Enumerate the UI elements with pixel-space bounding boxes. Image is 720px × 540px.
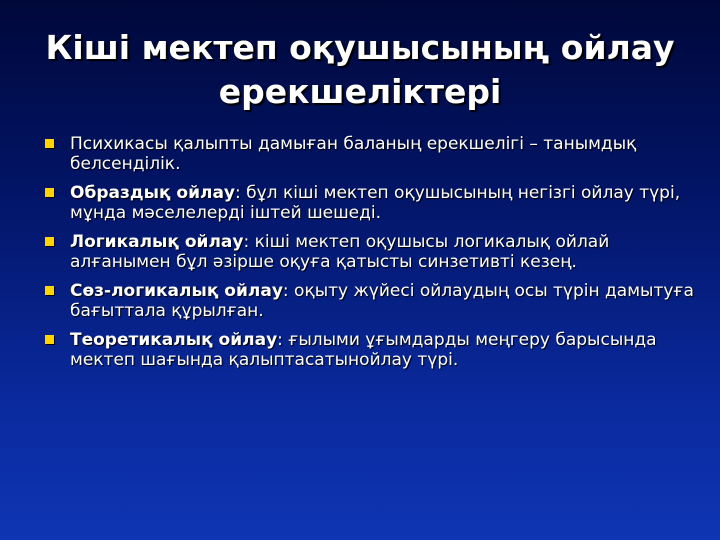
bullet-text: : оқыту жүйесі ойлаудың осы түрін дамытуға бағыттала құрылған. [70, 281, 694, 321]
bullet-item [44, 281, 694, 321]
square-bullet-icon [45, 139, 54, 148]
bullet-text: : ғылыми ұғымдарды меңгеру барысында мектеп шағында қалыптасатынойлау түрі. [70, 330, 657, 370]
square-bullet-icon [45, 237, 54, 246]
bullet-term: Теоретикалық ойлау [70, 330, 278, 350]
bullet-item [44, 330, 694, 370]
bullet-item [44, 232, 694, 272]
bullet-term: Сөз-логикалық ойлау [70, 281, 283, 301]
bullet-text: Психикасы қалыпты дамыған баланың ерекшелігі – танымдық белсенділік. [70, 134, 637, 174]
bullet-term: Логикалық ойлау [70, 232, 244, 252]
square-bullet-icon [45, 335, 54, 344]
slide-title [20, 26, 700, 114]
bullet-list [44, 134, 694, 379]
bullet-text: : кіші мектеп оқушысы логикалық ойлай алғанымен бұл әзірше оқуға қатысты синзетивті кезең. [70, 232, 610, 272]
bullet-term: Образдық ойлау [70, 183, 235, 203]
bullet-item [44, 183, 694, 223]
square-bullet-icon [45, 188, 54, 197]
square-bullet-icon [45, 286, 54, 295]
slide-title-line-2: ерекшеліктері [218, 72, 502, 111]
slide-title-line-1: Кіші мектеп оқушысының ойлау [45, 28, 675, 67]
bullet-text: : бұл кіші мектеп оқушысының негізгі ойлау түрі, мұнда мәселелерді іштей шешеді. [70, 183, 681, 223]
bullet-item [44, 134, 694, 174]
